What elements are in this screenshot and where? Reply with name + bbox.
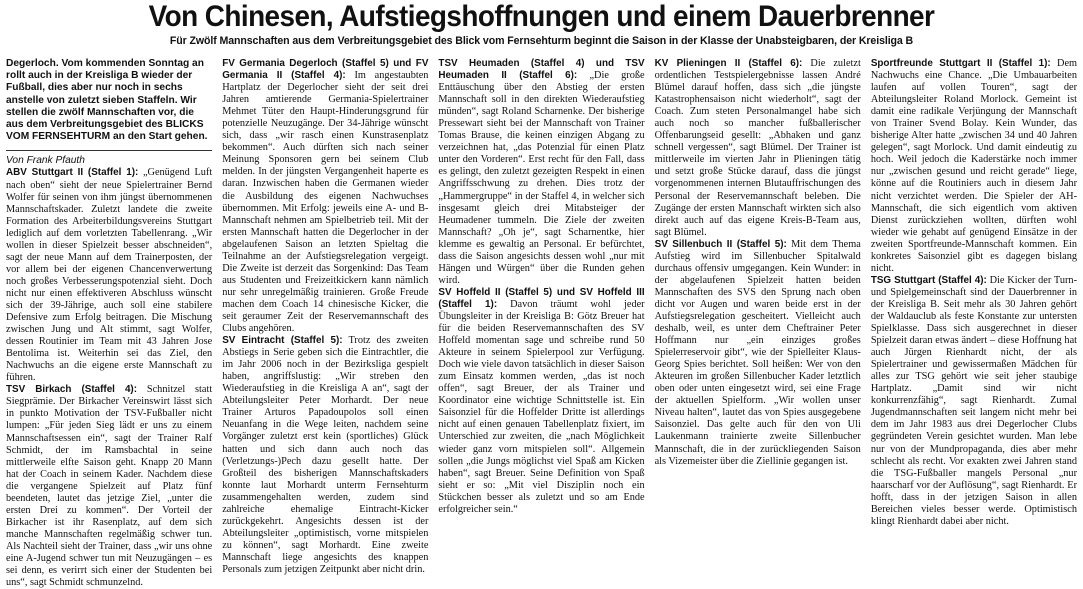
- team-section: [6, 384, 212, 589]
- team-heading: TSG Stuttgart (Staffel 4):: [870, 274, 987, 286]
- column-4: [655, 58, 861, 510]
- article-headline: Von Chinesen, Aufstiegshoffnungen und einem Dauerbrenner: [148, 0, 935, 33]
- team-text: Davon träumt wohl jeder Übungsleiter in der Kreisliga B: Götz Breuer hat für die beiden Reservemannschaften des SV Hoffeld momentan sage und schreibe rund 50 Akteure in seinem Spielerpool zur Verfügung. Doch wie viele davon tatsächlich in dieser Saison zum Einsatz kommen werden, „das ist noch offen“, sagt Breuer, der als Trainer und Koordinator eine wichtige Schnittstelle ist. Ein Saisonziel für die Hoffelder Dritte ist allerdings nicht auf einen genauen Tabellenplatz fixiert, im Unterschied zur zweiten, die „nach Möglichkeit wieder ganz vorn mitspielen soll“. Allgemein sollen „die Jungs möglichst viel Spaß am Kicken haben“, sagt Breuer. Seine Definition von Spaß sieht er so: „Mit viel Disziplin noch ein Stückchen besser als zuletzt und so am Ende erfolgreicher sein.“: [438, 298, 645, 515]
- dateline: Degerloch.: [6, 58, 59, 69]
- team-heading: Sportfreunde Stuttgart II (Staffel 1):: [870, 58, 1051, 69]
- article-subheadline: Für Zwölf Mannschaften aus dem Verbreitungsgebiet des Blick vom Fernsehturm beginnt die Saison in der Klasse der Unabsteigbaren, der Kreisliga B: [169, 35, 914, 47]
- team-heading: TSV Birkach (Staffel 4):: [6, 384, 138, 396]
- team-text: Dem Nachwuchs eine Chance. „Die Umbauarbeiten laufen auf vollen Touren“, sagt der Abteilungsleiter Roland Morlock. Gemeint ist damit eine radikale Verjüngung der Mannschaft von Trainer Svend Bolay. Kein Wunder, das bisherige Alter hatte „zwischen 34 und 40 Jahren gelegen“, sagt Morlock. Und damit eindeutig zu hoch. Weil jedoch die Kaderstärke noch immer nur „zwischen gesund und reicht gerade“ liege, könne auf die Routiniers auch in diesem Jahr nicht verzichtet werden. Die Spieler der AH-Mannschaft, die sich eigentlich vom aktiven Dienst zurückziehen wollten, dürften wohl wieder wie gehabt auf genügend Einsätze in der zweiten Sportfreunde-Mannschaft kommen. Ein konkretes Saisonziel gibt es dagegen bislang nicht.: [870, 58, 1078, 274]
- team-text: Mit dem Thema Aufstieg wird im Sillenbucher Spitalwald durchaus offensiv umgegangen. Kein Wunder: in der abgelaufenen Spielzeit hatten beiden Mannschaften des SVS den Sprung nach oben dicht vor Augen und waren beide erst in der Aufstiegsrelegation gescheitert. Vielleicht auch deshalb, weil, es unter dem Cheftrainer Peter Hoffmann nur „ein einziges großes Spielerreservoir gibt“, wie der Spielleiter Klaus-Georg Spies berichtet. Soll heißen: Wer von den Akteuren im großen Sillenbucher Kader letztlich oben oder unten eingesetzt wird, sei eine Frage der aktuellen Spielform. „Wir wollen unser Niveau halten“, lautet das von Spies ausgegebene Saisonziel. Das gelte auch für den von Uli Laukenmann trainierte zweite Sillenbucher Mannschaft, die in der zurückliegenden Saison als Vizemeister über die Ziellinie gegangen ist.: [654, 238, 861, 467]
- team-section: [871, 58, 1077, 275]
- team-section: [222, 335, 428, 576]
- column-3: [438, 58, 645, 515]
- team-text: Die zuletzt ordentlichen Testspielergebnisse lassen André Blümel darauf hoffen, dass sich „die jüngste Katastrophensaison nicht wiederholt“, sagt der Coach. Zum steten Personalmangel habe sich auch noch so mancher fußballerischer Offenbarungseid gesellt: „Abhaken und ganz schnell vergessen“, sagt Blümel. Der Trainer ist mittlerweile im vierten Jahr in Plieningen tätig und setzt große Stücke darauf, dass die jüngst vorgenommenen internen Blutauffrischungen des Personal der Reservemannschaft beleben. Die Zugänge der ersten Mannschaft wirkten sich also direkt auch auf das eigene Kreis-B-Team aus, sagt Blümel.: [654, 58, 861, 238]
- team-section: [438, 58, 644, 287]
- team-text: Trotz des zweiten Abstiegs in Serie geben sich die Eintrachtler, die im Jahr 2006 noch in der Bezirksliga gespielt haben, angriffslustig: „Wir streben den Wiederaufstieg in die Kreisliga A an“, sagt der Abteilungsleiter Peter Morhardt. Der neue Trainer Arturos Papadoupolos soll einen Neuanfang in die Wege leiten, nachdem seine Vorgänger zuletzt erst kein (sportliches) Glück hatten und sich dann auch noch das (Verletzungs-)Pech dazu gesellt hatte. Der Großteil des bisherigen Mannschaftskaders konnte laut Morhardt unterm Fernsehturm zusammengehalten werden, zudem sind zahlreiche ehemalige Eintracht-Kicker zurückgekehrt. Angesichts dessen ist der Abteilungsleiter „optimistisch, vorne mitspielen zu können“, sagt Morhardt. Eine zweite Mannschaft liege angesichts des knappen Personals zum jetzigen Zeitpunkt aber nicht drin.: [222, 335, 429, 575]
- team-text: „Die große Enttäuschung über den Abstieg der ersten Mannschaft soll in den direkten Wiederaufstieg münden“, sagt Roland Scharnenke. Der bisherige Pressewart sieht bei der Mannschaft von Trainer Tomas Brause, die keinen einzigen Abgang zu verzeichnen hat, „das Potenzial für einen Platz unter den Vorderen“. Erst recht für den Fall, dass es gelingt, den zuletzt gezeigten Respekt in einen Angriffsschwung zu drehen. Dies trotz der „Hammergruppe“ in der Staffel 4, in welcher sich insgesamt gleich drei Mitabsteiger der Heumadener tummeln. Die Ziele der zweiten Mannschaft? „Oh je“, sagt Scharnentke, hier klemme es gewaltig an Personal. Er befürchtet, dass die Saison angesichts dessen wohl „nur mit Hängen und Würgen“ über die Runden gehen wird.: [438, 70, 645, 286]
- team-section: [655, 239, 861, 468]
- team-heading: SV Eintracht (Staffel 5):: [222, 335, 343, 347]
- team-section: [222, 58, 428, 335]
- lead-paragraph: [6, 58, 212, 143]
- team-text: Im angestaubten Hartplatz der Degerlocher sieht der seit drei Jahren amtierende Germania-Spielertrainer Mehmet Tüter den Haupt-Hinderungsgrund für potenzielle Neuzugänge. Der 34-Jährige wünscht sich, dass „wir rasch einen Kunstrasenplatz bekommen“. Auch dürften sich nach seiner Meinung Sponsoren gern bei seinem Club melden. In der jüngsten Vergangenheit haperte es daran. Inzwischen haben die Germanen wieder die Ausbildung des eigenen Nachwuchses übernommen. Mit Erfolg: jeweils eine A- und B-Mannschaft nehmen am Spielbetrieb teil. Mit der ersten Mannschaft hatten die Degerlocher in der abgelaufenen Saison an letzten Spieltag die Teilnahme an der Aufstiegsrelegation vergeigt. Die Zweite ist derzeit das Sorgenkind: Das Team aus Studenten und Freizeitkickern kann nämlich nur sehr unregelmäßig trainieren. Große Freude machen dem Coach 14 chinesische Kicker, die seit geraumer Zeit der Reservemannschaft des Clubs angehören.: [222, 70, 429, 335]
- team-text: „Genügend Luft nach oben“ sieht der neue Spielertrainer Bernd Wolfer für seinen von ihm jüngst übernommenen Mannschaftskader. Zuletzt landete die zweite Formation des Arbeiterbildungsvereins Stuttgart lediglich auf dem vorletzten Tabellenrang. „Wir wollen in dieser Spielzeit besser abschneiden“, sagt der neue Mann auf dem Trainerposten, der vor allem bei der eigenen Chancenverwertung noch großes Verbesserungspotenzial sieht. Doch nicht nur einen effektiveren Abschluss wünscht sich der 39-Jährige, auch soll eine stabilere Defensive zum Erfolg beitragen. Die Mischung zwischen Jung und Alt stimmt, sagt Wolfer, dessen Routinier im Team mit 43 Jahren Jose Bentolima ist. Weiterhin sei das Ziel, den Nachwuchs an die eigene erste Mannschaft zu führen.: [6, 167, 213, 384]
- team-heading: ABV Stuttgart II (Staffel 1):: [6, 167, 139, 179]
- team-heading: TSV Heumaden (Staffel 4) und TSV Heumaden II (Staffel 6):: [438, 58, 645, 82]
- column-5: [870, 58, 1078, 527]
- team-heading: FV Germania Degerloch (Staffel 5) und FV Germania II (Staffel 4):: [222, 58, 429, 82]
- team-heading: SV Hoffeld II (Staffel 5) und SV Hoffeld III (Staffel 1):: [438, 286, 645, 310]
- lead-text: Vom kommenden Sonntag an rollt auch in der Kreisliga B wieder der Fußball, dies aber nur noch in sechs anstelle von zuletzt sieben Staffeln. Wir stellen die zwölf Mannschaften vor, die aus dem Verbreitungsgebiet des BLICKS VOM FERNSEHTURM an den Start gehen.: [6, 58, 208, 143]
- byline-divider: [6, 150, 212, 151]
- team-text: Die Kicker der Turn- und Spielgemeinschaft sind der Dauerbrenner in der Kreisliga B. Seit mehr als 30 Jahren gehört der Waldauclub als feste Konstante zur untersten Spielklasse. Dass sich ausgerechnet in dieser Spielzeit daran etwas ändert – diese Hoffnung hat auch Jürgen Rienhardt nicht, der als Spielertrainer und gewissermaßen Mädchen für alles zur TSG gehört wie seit jeher staubige Hartplatz. „Damit sind wir nicht konkurrenzfähig“, sagt Rienhardt. Zumal Jugendmannschaften seit langem nicht mehr bei dem im Jahr 1983 aus drei Degerlocher Clubs gegründeten Verein gesichtet wurden. Man lebe nur von der Mundpropaganda, dies aber mehr schlecht als recht. Vor exakten zwei Jahren stand die TSG-Fußballer mangels Personal „nur haarscharf vor der Auflösung“, sagt Rienhardt. Er hofft, dass in der jetzigen Saison in allen Bereichen vieles besser werde. Optimistisch klingt Rienhardt dabei aber nicht.: [870, 274, 1078, 527]
- column-1: [6, 58, 213, 589]
- column-2: [222, 58, 429, 575]
- team-section: [655, 58, 861, 239]
- article-columns: [6, 58, 1078, 589]
- team-heading: KV Plieningen II (Staffel 6):: [654, 58, 803, 69]
- team-section: [6, 167, 212, 384]
- team-section: [438, 287, 644, 516]
- team-section: [871, 275, 1077, 528]
- byline: Von Frank Pfauth: [6, 155, 85, 167]
- team-heading: SV Sillenbuch II (Staffel 5):: [654, 238, 787, 250]
- team-text: Schnitzel statt Siegprämie. Der Birkacher Vereinswirt lässt sich in punkto Motivation der TSV-Fußballer nicht lumpen: „Für jeden Sieg lädt er uns zu einem Mannschaftsessen ein“, sagt der Trainer Ralf Schmidt, der im Ramsbachtal in seine mittlerweile elfte Saison geht. Knapp 20 Mann hat der Coach in seinem Kader. Nachdem diese die vergangene Spielzeit auf Platz fünf beendeten, lautet das jetzige Ziel, „unter die ersten Drei zu kommen“. Der Vorteil der Birkacher ist ihr Rasenplatz, auf dem sich manche Mannschaften regelmäßig schwer tun. Als Nachteil sieht der Trainer, dass „wir uns ohne eine A-Jugend schwer tun mit Neuzugängen – es sei denn, es verirrt sich einer der Studenten bei uns“, sagt Schmidt schmunzelnd.: [6, 384, 213, 589]
